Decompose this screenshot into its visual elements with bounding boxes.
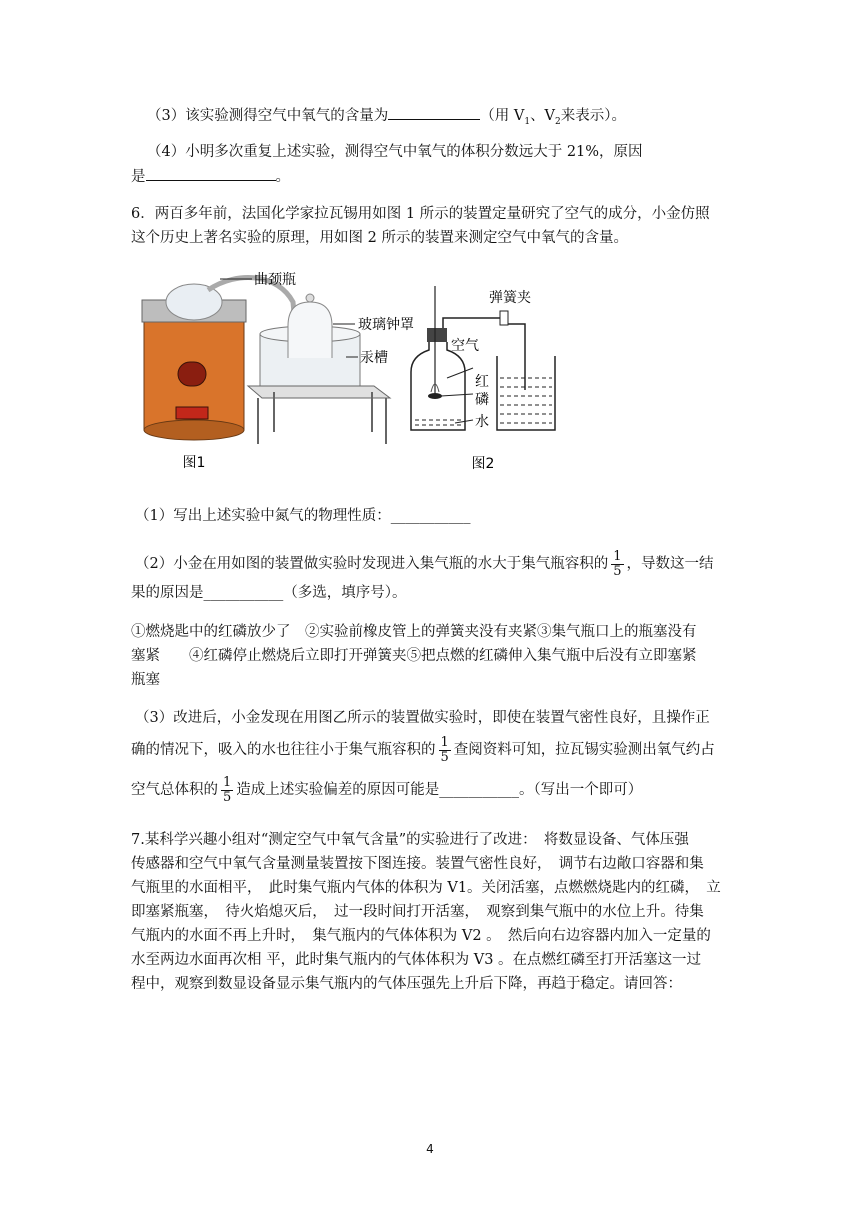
- page-number: 4: [426, 1142, 434, 1156]
- bell-jar: [288, 302, 332, 358]
- q6-intro-line2: 这个历史上著名实验的原理，用如图 2 所示的装置来测定空气中氧气的含量。: [131, 230, 628, 246]
- spring-clip: [500, 311, 508, 325]
- q6-part2-line2: 果的原因是___________（多选，填序号）。: [131, 585, 407, 601]
- caption-fig1: 图1: [182, 455, 206, 471]
- q6-options-line2: 塞紧 ④红磷停止燃烧后立即打开弹簧夹⑤把点燃的红磷伸入集气瓶中后没有立即塞紧: [131, 648, 697, 664]
- q6-part1: （1）写出上述实验中氮气的物理性质：___________: [135, 508, 471, 524]
- furnace-window: [178, 362, 206, 386]
- label-phosphorus: 磷: [475, 392, 489, 408]
- combustion-spoon: [428, 393, 442, 399]
- figure-1-lavoisier-apparatus: [138, 262, 414, 477]
- stopper: [427, 328, 447, 342]
- q6-part3-line2: 确的情况下，吸入的水也往往小于集气瓶容积的 $\frac{1}{5}$ 查阅资料可知，拉瓦锡实验测出氧气约占: [131, 734, 715, 765]
- q7-line7: 程中，观察到数显设备显示集气瓶内的气体压强先上升后下降，再趋于稳定。请回答：: [131, 976, 682, 992]
- q6-part3-line1: （3）改进后，小金发现在用图乙所示的装置做实验时，即使在装置气密性良好，且操作正: [135, 710, 710, 726]
- label-water: 水: [475, 414, 489, 430]
- q7-line6: 水至两边水面再次相 平，此时集气瓶内的气体体积为 V3 。在点燃红磷至打开活塞这一过: [131, 952, 702, 968]
- q5-part4-line1: （4）小明多次重复上述实验，测得空气中氧气的体积分数远大于 21%，原因: [147, 144, 643, 160]
- q7-line3: 气瓶里的水面相平， 此时集气瓶内气体的体积为 V1。关闭活塞，点燃燃烧匙内的红磷， 立: [131, 880, 721, 896]
- q5-part3: （3）该实验测得空气中氧气的含量为 （用 $V_1$、$V_2$来表示）。: [147, 105, 626, 132]
- figure-2-red-phosphorus-apparatus: [405, 280, 575, 475]
- answer-blank[interactable]: [146, 166, 276, 181]
- label-air: 空气: [451, 338, 479, 354]
- q5-part4-line2: 是 。: [131, 166, 290, 187]
- label-retort: 曲颈瓶: [254, 272, 296, 288]
- stand-table: [248, 386, 390, 398]
- label-bell-jar: 玻璃钟罩: [358, 317, 414, 333]
- answer-blank[interactable]: [388, 105, 480, 120]
- collection-bottle: [411, 342, 465, 430]
- q6-part3-line3: 空气总体积的 $\frac{1}{5}$ 造成上述实验偏差的原因可能是___________。（写出一个即可）: [131, 774, 643, 805]
- q6-options-line1: ①燃烧匙中的红磷放少了 ②实验前橡皮管上的弹簧夹没有夹紧③集气瓶口上的瓶塞没有: [131, 624, 697, 640]
- q7-line1: 7.某科学兴趣小组对“测定空气中氧气含量”的实验进行了改进： 将数显设备、气体压强: [131, 832, 689, 848]
- label-red: 红: [475, 374, 489, 390]
- q7-line4: 即塞紧瓶塞， 待火焰熄灭后， 过一段时间打开活塞， 观察到集气瓶中的水位上升。待集: [131, 904, 704, 920]
- q6-options-line3: 瓶塞: [131, 672, 160, 688]
- fraction-one-fifth: $\frac{1}{5}$: [223, 774, 232, 805]
- beaker: [497, 356, 555, 430]
- fraction-one-fifth: $\frac{1}{5}$: [440, 734, 449, 765]
- q6-intro-line1: 6．两百多年前，法国化学家拉瓦锡用如图 1 所示的装置定量研究了空气的成分，小金仿照: [131, 206, 710, 222]
- label-trough: 汞槽: [360, 350, 388, 366]
- q7-line2: 传感器和空气中氧气含量测量装置按下图连接。装置气密性良好， 调节右边敞口容器和集: [131, 856, 704, 872]
- q7-line5: 气瓶内的水面不再上升时， 集气瓶内的气体体积为 V2 。 然后向右边容器内加入一定量的: [131, 928, 711, 944]
- label-spring-clip: 弹簧夹: [489, 290, 531, 306]
- caption-fig2: 图2: [471, 456, 495, 472]
- q6-part2-line1: （2）小金在用如图的装置做实验时发现进入集气瓶的水大于集气瓶容积的 $\frac{1}{5}$ ，导数这一结: [135, 548, 714, 579]
- fraction-one-fifth: $\frac{1}{5}$: [613, 548, 622, 579]
